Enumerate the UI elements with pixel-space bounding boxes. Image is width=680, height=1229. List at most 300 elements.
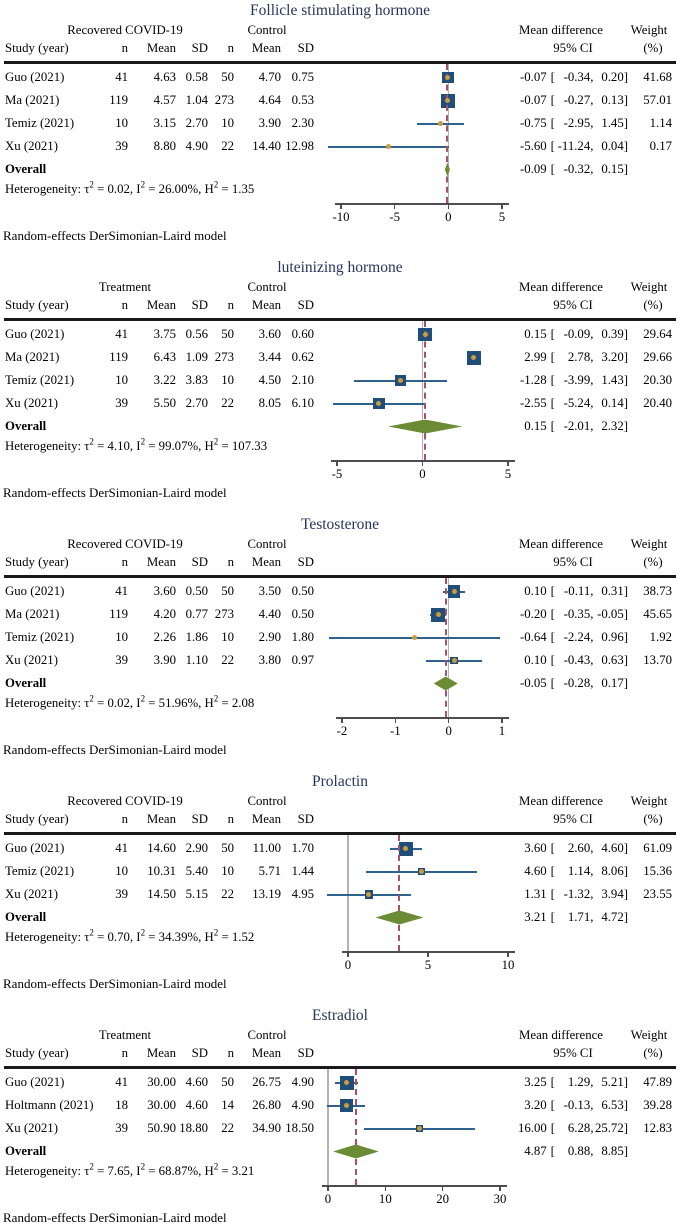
mean-control-value: 26.75 bbox=[252, 1075, 281, 1089]
sd-control-value: 12.98 bbox=[285, 139, 314, 153]
superscript-2: 2 bbox=[213, 179, 219, 190]
forest-panel bbox=[0, 771, 680, 995]
ci-open-bracket: [ bbox=[550, 1075, 555, 1089]
axis-tick-label: 0 bbox=[344, 958, 352, 972]
overall-ci-estimate: 4.87 bbox=[524, 1144, 547, 1158]
weight-value: 13.70 bbox=[643, 653, 672, 667]
column-header-3: SD bbox=[191, 40, 208, 55]
overall-estimate-line bbox=[398, 835, 400, 951]
ci-upper: 8.06 bbox=[601, 864, 624, 878]
x-axis-line bbox=[335, 203, 509, 205]
ci-close-bracket: ] bbox=[623, 1144, 628, 1158]
study-row bbox=[0, 89, 678, 112]
ci-upper: 0.96 bbox=[601, 630, 624, 644]
sd-control-value: 1.80 bbox=[291, 630, 314, 644]
header-rule bbox=[4, 318, 676, 321]
panel-title: Follicle stimulating hormone bbox=[250, 2, 430, 19]
sd-control-value: 2.30 bbox=[291, 116, 314, 130]
sd-control-value: 0.75 bbox=[291, 70, 314, 84]
ci-estimate: -0.64 bbox=[519, 630, 547, 644]
axis-tick bbox=[422, 461, 424, 466]
weight-value: 45.65 bbox=[643, 607, 672, 621]
axis-tick bbox=[442, 1186, 444, 1191]
superscript-2: 2 bbox=[213, 693, 219, 704]
column-header-row bbox=[0, 1044, 678, 1062]
mean-control-value: 34.90 bbox=[252, 1121, 281, 1135]
study-name: Temiz (2021) bbox=[5, 864, 75, 878]
ci-open-bracket: [ bbox=[550, 1144, 555, 1158]
ci-header: 95% CI bbox=[553, 554, 593, 569]
n-control-value: 10 bbox=[221, 630, 234, 644]
ci-close-bracket: ] bbox=[623, 630, 628, 644]
ci-comma: , bbox=[590, 1121, 594, 1135]
heterogeneity-note bbox=[5, 927, 255, 945]
ci-open-bracket: [ bbox=[550, 350, 555, 364]
ci-estimate: -1.28 bbox=[519, 373, 547, 387]
ci-comma: , bbox=[590, 841, 594, 855]
sd-treatment-value: 0.77 bbox=[185, 607, 208, 621]
group2-header: Control bbox=[247, 537, 287, 551]
axis-tick bbox=[501, 204, 503, 209]
column-header-row bbox=[0, 810, 678, 828]
overall-row bbox=[0, 158, 678, 181]
n-treatment-value: 41 bbox=[115, 841, 128, 855]
column-header-0: Study (year) bbox=[5, 297, 69, 312]
ci-close-bracket: ] bbox=[623, 841, 628, 855]
heterogeneity-note bbox=[5, 436, 268, 454]
ci-close-bracket: ] bbox=[623, 70, 628, 84]
ci-open-bracket: [ bbox=[550, 887, 555, 901]
n-control-value: 22 bbox=[221, 396, 234, 410]
overall-label: Overall bbox=[5, 162, 47, 176]
ci-upper: 0.39 bbox=[601, 327, 624, 341]
column-header-4: n bbox=[227, 811, 234, 826]
study-name: Xu (2021) bbox=[5, 887, 58, 901]
sd-treatment-value: 2.70 bbox=[185, 396, 208, 410]
ci-lower: 2.78 bbox=[567, 350, 591, 364]
weight-value: 12.83 bbox=[643, 1121, 672, 1135]
ci-comma: , bbox=[590, 584, 594, 598]
sd-control-value: 0.62 bbox=[291, 350, 314, 364]
ci-open-bracket: [ bbox=[550, 910, 555, 924]
weight-header: Weight bbox=[630, 1028, 668, 1042]
effect-header: Mean difference bbox=[519, 23, 603, 37]
overall-estimate-line bbox=[355, 1069, 357, 1185]
mean-control-value: 3.80 bbox=[258, 653, 281, 667]
mean-treatment-value: 10.31 bbox=[147, 864, 176, 878]
mean-treatment-value: 4.57 bbox=[153, 93, 176, 107]
mean-control-value: 4.64 bbox=[258, 93, 281, 107]
weight-value: 61.09 bbox=[643, 841, 672, 855]
ci-open-bracket: [ bbox=[550, 373, 555, 387]
effect-dot bbox=[423, 332, 428, 337]
sd-control-value: 0.50 bbox=[291, 584, 314, 598]
column-header-3: SD bbox=[191, 811, 208, 826]
heterogeneity-note bbox=[5, 179, 255, 197]
ci-open-bracket: [ bbox=[550, 630, 555, 644]
ci-text bbox=[518, 1075, 628, 1090]
ci-header: 95% CI bbox=[553, 40, 593, 55]
study-name: Guo (2021) bbox=[5, 1075, 65, 1089]
ci-upper: 1.43 bbox=[601, 373, 624, 387]
column-header-6: SD bbox=[297, 297, 314, 312]
ci-open-bracket: [ bbox=[550, 116, 555, 130]
mean-treatment-value: 8.80 bbox=[153, 139, 176, 153]
ci-lower: -2.24 bbox=[563, 630, 591, 644]
overall-ci-text bbox=[518, 162, 628, 177]
ci-text bbox=[518, 327, 628, 342]
heterogeneity-text: = 107.33 bbox=[218, 439, 268, 453]
weight-value: 39.28 bbox=[643, 1098, 672, 1112]
mean-treatment-value: 2.26 bbox=[153, 630, 176, 644]
mean-control-value: 2.90 bbox=[258, 630, 281, 644]
sd-control-value: 0.97 bbox=[291, 653, 314, 667]
ci-upper: 0.04 bbox=[601, 139, 624, 153]
ci-text bbox=[518, 1121, 628, 1136]
sd-control-value: 4.95 bbox=[291, 887, 314, 901]
ci-upper: -0.05 bbox=[597, 607, 624, 621]
sd-treatment-value: 4.90 bbox=[185, 139, 208, 153]
overall-ci-estimate: 3.21 bbox=[524, 910, 547, 924]
group2-header: Control bbox=[247, 1028, 287, 1042]
ci-close-bracket: ] bbox=[623, 584, 628, 598]
ci-close-bracket: ] bbox=[623, 139, 628, 153]
percent-header: (%) bbox=[643, 1045, 663, 1060]
weight-value: 38.73 bbox=[643, 584, 672, 598]
heterogeneity-text: = 0.70, I bbox=[93, 930, 141, 944]
ci-header: 95% CI bbox=[553, 811, 593, 826]
sd-treatment-value: 0.58 bbox=[185, 70, 208, 84]
mean-control-value: 4.40 bbox=[258, 607, 281, 621]
study-name: Ma (2021) bbox=[5, 607, 60, 621]
ci-comma: , bbox=[590, 653, 594, 667]
ci-lower: -1.32 bbox=[563, 887, 591, 901]
column-header-1: n bbox=[121, 554, 128, 569]
panel-title: luteinizing hormone bbox=[277, 259, 403, 276]
sd-treatment-value: 3.83 bbox=[185, 373, 208, 387]
ci-close-bracket: ] bbox=[623, 676, 628, 690]
heterogeneity-text: = 99.07%, H bbox=[145, 439, 214, 453]
heterogeneity-text: = 26.00%, H bbox=[145, 182, 214, 196]
axis-tick-label: 5 bbox=[498, 210, 506, 224]
column-header-2: Mean bbox=[146, 554, 176, 569]
study-row bbox=[0, 603, 678, 626]
axis-tick-label: 10 bbox=[378, 1192, 392, 1206]
ci-comma: , bbox=[590, 373, 594, 387]
axis-tick-label: 5 bbox=[504, 467, 512, 481]
ci-lower: -11.24 bbox=[557, 139, 591, 153]
sd-control-value: 1.44 bbox=[291, 864, 314, 878]
axis-tick bbox=[340, 204, 342, 209]
column-header-3: SD bbox=[191, 1045, 208, 1060]
heterogeneity-text: Heterogeneity: τ bbox=[5, 930, 90, 944]
n-treatment-value: 10 bbox=[115, 116, 128, 130]
axis-tick-label: 0 bbox=[324, 1192, 332, 1206]
column-header-1: n bbox=[121, 1045, 128, 1060]
column-header-4: n bbox=[227, 1045, 234, 1060]
overall-ci-lower: 0.88 bbox=[567, 1144, 591, 1158]
ci-upper: 0.20 bbox=[601, 70, 624, 84]
n-control-value: 14 bbox=[221, 1098, 234, 1112]
ci-open-bracket: [ bbox=[550, 864, 555, 878]
effect-dot bbox=[344, 1103, 349, 1108]
ci-close-bracket: ] bbox=[623, 419, 628, 433]
mean-treatment-value: 6.43 bbox=[153, 350, 176, 364]
ci-comma: , bbox=[590, 910, 594, 924]
ci-text bbox=[518, 373, 628, 388]
weight-value: 20.30 bbox=[643, 373, 672, 387]
study-row bbox=[0, 1117, 678, 1140]
group2-header: Control bbox=[247, 794, 287, 808]
mean-treatment-value: 3.60 bbox=[153, 584, 176, 598]
ci-text bbox=[518, 584, 628, 599]
axis-tick bbox=[395, 718, 397, 723]
heterogeneity-text: = 1.35 bbox=[218, 182, 255, 196]
superscript-2: 2 bbox=[89, 179, 94, 190]
x-axis-line bbox=[336, 717, 509, 719]
ci-estimate: -0.07 bbox=[519, 93, 547, 107]
group1-header: Recovered COVID-19 bbox=[67, 23, 183, 37]
ci-lower: -0.27 bbox=[563, 93, 591, 107]
n-treatment-value: 41 bbox=[115, 70, 128, 84]
ci-lower: -5.24 bbox=[563, 396, 591, 410]
ci-upper: 5.21 bbox=[601, 1075, 624, 1089]
n-control-value: 10 bbox=[221, 373, 234, 387]
effect-header: Mean difference bbox=[519, 1028, 603, 1042]
sd-treatment-value: 5.15 bbox=[185, 887, 208, 901]
heterogeneity-text: = 68.87%, H bbox=[145, 1164, 214, 1178]
x-axis-line bbox=[322, 1185, 507, 1187]
study-name: Xu (2021) bbox=[5, 653, 58, 667]
column-header-3: SD bbox=[191, 554, 208, 569]
study-row bbox=[0, 323, 678, 346]
sd-control-value: 4.90 bbox=[291, 1075, 314, 1089]
weight-value: 0.17 bbox=[649, 139, 672, 153]
mean-treatment-value: 5.50 bbox=[153, 396, 176, 410]
axis-tick-label: 0 bbox=[445, 210, 452, 224]
mean-control-value: 3.90 bbox=[258, 116, 281, 130]
weight-value: 57.01 bbox=[643, 93, 672, 107]
effect-dot bbox=[452, 589, 457, 594]
ci-comma: , bbox=[590, 419, 594, 433]
sd-control-value: 1.70 bbox=[291, 841, 314, 855]
overall-label: Overall bbox=[5, 1144, 47, 1158]
percent-header: (%) bbox=[643, 554, 663, 569]
sd-control-value: 0.50 bbox=[291, 607, 314, 621]
header-rule bbox=[4, 1066, 676, 1069]
ci-comma: , bbox=[590, 396, 594, 410]
mean-control-value: 8.05 bbox=[258, 396, 281, 410]
overall-ci-upper: 8.85 bbox=[601, 1144, 624, 1158]
overall-estimate-line bbox=[424, 321, 426, 460]
ci-close-bracket: ] bbox=[623, 864, 628, 878]
column-header-1: n bbox=[121, 297, 128, 312]
ci-open-bracket: [ bbox=[550, 419, 555, 433]
n-control-value: 10 bbox=[221, 864, 234, 878]
ci-text bbox=[518, 630, 628, 645]
mean-control-value: 3.50 bbox=[258, 584, 281, 598]
sd-treatment-value: 18.80 bbox=[179, 1121, 208, 1135]
axis-tick-label: -5 bbox=[389, 210, 400, 224]
sd-treatment-value: 5.40 bbox=[185, 864, 208, 878]
group1-header: Recovered COVID-19 bbox=[67, 537, 183, 551]
superscript-2: 2 bbox=[140, 436, 146, 447]
axis-tick bbox=[341, 718, 343, 723]
column-header-2: Mean bbox=[146, 297, 176, 312]
group2-header: Control bbox=[247, 23, 287, 37]
column-header-5: Mean bbox=[251, 297, 281, 312]
overall-ci-estimate: -0.05 bbox=[519, 676, 547, 690]
column-header-4: n bbox=[227, 554, 234, 569]
overall-ci-lower: -0.28 bbox=[563, 676, 591, 690]
ci-open-bracket: [ bbox=[550, 396, 555, 410]
n-control-value: 50 bbox=[221, 70, 234, 84]
sd-control-value: 18.50 bbox=[285, 1121, 314, 1135]
axis-tick-label: -5 bbox=[331, 467, 343, 481]
ci-text bbox=[518, 864, 628, 879]
ci-header: 95% CI bbox=[553, 1045, 593, 1060]
column-header-6: SD bbox=[297, 40, 314, 55]
ci-open-bracket: [ bbox=[550, 584, 555, 598]
ci-upper: 25.72 bbox=[594, 1121, 624, 1135]
overall-ci-text bbox=[518, 676, 628, 691]
weight-header: Weight bbox=[630, 537, 668, 551]
column-header-0: Study (year) bbox=[5, 554, 69, 569]
axis-tick bbox=[427, 952, 429, 957]
group1-header: Treatment bbox=[98, 1028, 152, 1042]
superscript-2: 2 bbox=[89, 436, 94, 447]
heterogeneity-text: Heterogeneity: τ bbox=[5, 439, 90, 453]
forest-panel bbox=[0, 1005, 680, 1229]
effect-header: Mean difference bbox=[519, 280, 603, 294]
ci-upper: 0.63 bbox=[601, 653, 624, 667]
heterogeneity-text: = 2.08 bbox=[218, 696, 255, 710]
column-header-4: n bbox=[227, 297, 234, 312]
mean-treatment-value: 30.00 bbox=[147, 1075, 176, 1089]
ci-estimate: 0.15 bbox=[524, 327, 547, 341]
n-treatment-value: 39 bbox=[115, 1121, 128, 1135]
ci-text bbox=[518, 1098, 628, 1113]
study-row bbox=[0, 346, 678, 369]
axis-tick-label: 0 bbox=[419, 467, 426, 481]
column-header-0: Study (year) bbox=[5, 40, 69, 55]
ci-text bbox=[518, 396, 628, 411]
effect-dot bbox=[436, 612, 441, 617]
sd-treatment-value: 4.60 bbox=[185, 1098, 208, 1112]
mean-control-value: 26.80 bbox=[252, 1098, 281, 1112]
mean-control-value: 3.60 bbox=[258, 327, 281, 341]
overall-ci-lower: -0.32 bbox=[563, 162, 591, 176]
axis-tick-label: 20 bbox=[436, 1192, 450, 1206]
ci-estimate: 3.25 bbox=[524, 1075, 547, 1089]
ci-estimate: -2.55 bbox=[519, 396, 547, 410]
ci-text bbox=[518, 116, 628, 131]
n-treatment-value: 41 bbox=[115, 327, 128, 341]
sd-control-value: 4.90 bbox=[291, 1098, 314, 1112]
overall-row bbox=[0, 906, 678, 929]
overall-ci-text bbox=[518, 1144, 628, 1159]
group1-header: Recovered COVID-19 bbox=[67, 794, 183, 808]
effect-dot bbox=[438, 121, 443, 126]
ci-open-bracket: [ bbox=[550, 139, 555, 153]
ci-comma: , bbox=[590, 139, 594, 153]
column-header-row bbox=[0, 296, 678, 314]
n-control-value: 22 bbox=[221, 887, 234, 901]
ci-estimate: 2.99 bbox=[524, 350, 547, 364]
superscript-2: 2 bbox=[140, 1161, 146, 1172]
weight-value: 29.66 bbox=[643, 350, 672, 364]
ci-estimate: -0.75 bbox=[519, 116, 547, 130]
ci-comma: , bbox=[590, 1075, 594, 1089]
overall-ci-upper: 4.72 bbox=[601, 910, 624, 924]
ci-estimate: -0.20 bbox=[519, 607, 547, 621]
forest-panel bbox=[0, 514, 680, 761]
sd-treatment-value: 4.60 bbox=[185, 1075, 208, 1089]
ci-close-bracket: ] bbox=[623, 910, 628, 924]
column-header-6: SD bbox=[297, 1045, 314, 1060]
effect-dot bbox=[412, 635, 417, 640]
ci-open-bracket: [ bbox=[550, 841, 555, 855]
percent-header: (%) bbox=[643, 40, 663, 55]
column-header-3: SD bbox=[191, 297, 208, 312]
ci-lower: -0.35 bbox=[563, 607, 591, 621]
axis-tick bbox=[501, 718, 503, 723]
ci-lower: -0.43 bbox=[563, 653, 591, 667]
overall-label: Overall bbox=[5, 910, 47, 924]
weight-header: Weight bbox=[630, 280, 668, 294]
weight-value: 1.14 bbox=[649, 116, 672, 130]
ci-estimate: 4.60 bbox=[524, 864, 547, 878]
overall-label: Overall bbox=[5, 419, 47, 433]
column-header-2: Mean bbox=[146, 811, 176, 826]
ci-estimate: 0.10 bbox=[524, 584, 547, 598]
sd-treatment-value: 1.04 bbox=[185, 93, 208, 107]
mean-treatment-value: 4.63 bbox=[153, 70, 176, 84]
superscript-2: 2 bbox=[140, 693, 146, 704]
overall-ci-estimate: 0.15 bbox=[524, 419, 547, 433]
n-treatment-value: 39 bbox=[115, 139, 128, 153]
n-control-value: 22 bbox=[221, 653, 234, 667]
panel-title: Estradiol bbox=[312, 1007, 368, 1024]
ci-comma: , bbox=[590, 70, 594, 84]
weight-value: 15.36 bbox=[643, 864, 672, 878]
model-note: Random-effects DerSimonian-Laird model bbox=[3, 976, 227, 991]
study-name: Holtmann (2021) bbox=[5, 1098, 94, 1112]
ci-comma: , bbox=[590, 116, 594, 130]
overall-ci-text bbox=[518, 419, 628, 434]
axis-tick-label: 0 bbox=[445, 724, 452, 738]
axis-tick bbox=[327, 1186, 329, 1191]
mean-treatment-value: 3.15 bbox=[153, 116, 176, 130]
sd-control-value: 0.53 bbox=[291, 93, 314, 107]
column-header-row bbox=[0, 39, 678, 57]
ci-open-bracket: [ bbox=[550, 1098, 555, 1112]
sd-treatment-value: 2.90 bbox=[185, 841, 208, 855]
model-note: Random-effects DerSimonian-Laird model bbox=[3, 228, 227, 243]
heterogeneity-text: = 34.39%, H bbox=[145, 930, 214, 944]
column-header-1: n bbox=[121, 40, 128, 55]
forest-panel bbox=[0, 257, 680, 504]
heterogeneity-text: = 51.96%, H bbox=[145, 696, 214, 710]
ci-lower: -3.99 bbox=[563, 373, 591, 387]
ci-estimate: 3.20 bbox=[524, 1098, 547, 1112]
overall-row bbox=[0, 415, 678, 438]
mean-control-value: 11.00 bbox=[252, 841, 281, 855]
ci-comma: , bbox=[590, 864, 594, 878]
study-name: Guo (2021) bbox=[5, 327, 65, 341]
heterogeneity-text: = 0.02, I bbox=[93, 696, 141, 710]
superscript-2: 2 bbox=[140, 179, 146, 190]
